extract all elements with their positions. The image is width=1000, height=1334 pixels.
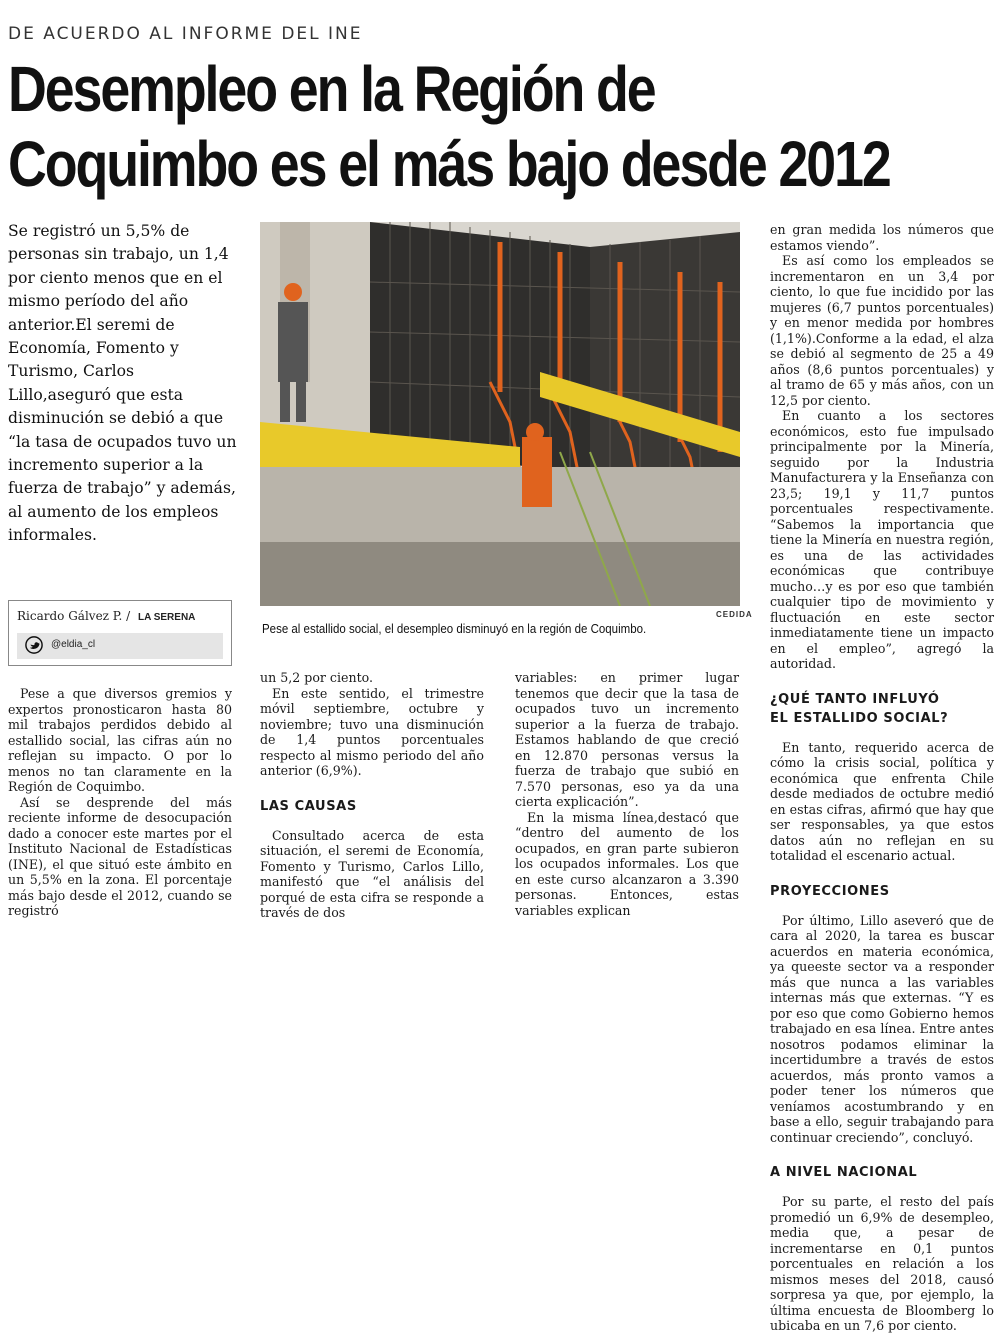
body-column-1 (8, 686, 232, 919)
body-column-2 (260, 670, 484, 921)
subheading-estallido-line-2: EL ESTALLIDO SOCIAL? (770, 710, 949, 726)
body-paragraph: En cuanto a los sectores económicos, esto fue impulsado principalmente por la Minería, seguido por la Industria Manufacturera y la Enseñanza con 23,5; 19,1 y 11,7 puntos porcentuales respectivamente. “Sabemos la importancia que tiene la Minería en nuestra región, es una de las actividades económicas que contribuye mucho…y es por eso que también cualquier tipo de movimiento y fluctuación en este sector inmediatamente tiene un impacto en el empleo”, agregó la autoridad. (770, 408, 994, 671)
headline (8, 52, 890, 202)
body-paragraph: variables: en primer lugar tenemos que decir que la tasa de ocupados tuvo un incremento superior a la fuerza de trabajo. Estamos hablando de que creció en 12.870 personas versus la fuerza de trabajo que subió en 7.570 personas, eso ya da una cierta explicación”. (515, 670, 739, 809)
body-paragraph: En tanto, requerido acerca de cómo la crisis social, política y económica que enfrenta Chile desde mediados de octubre medió en estas cifras, afirmó que hay que ser responsables, ya que estos datos aún no reflejan en su totalidad el escenario actual. (770, 739, 994, 863)
body-paragraph: En la misma línea,destacó que “dentro del aumento de los ocupados, en gran parte subieron los ocupados informales. Los que en este curso alcanzaron a 3.390 personas. Entonces, estas variables explican (515, 809, 739, 918)
body-paragraph: Es así como los empleados se incrementaron en un 3,4 por ciento, lo que fue incidido por las mujeres (6,7 puntos porcentuales) y en menor medida por hombres (1,1%).Conforme a la edad, el alza se debió al segmento de 25 a 49 años (8,6 puntos porcentuales) y al tramo de 65 y más años, con un 12,5 por ciento. (770, 253, 994, 408)
subheading-a-nivel-nacional: A NIVEL NACIONAL (770, 1165, 918, 1180)
body-paragraph: En este sentido, el trimestre móvil septiembre, octubre y noviembre; tuvo una disminución de 1,4 puntos porcentuales respecto al mismo periodo del año anterior (6,9%). (260, 685, 484, 778)
body-paragraph: Así se desprende del más reciente informe de desocupación dado a conocer este martes por el Instituto Nacional de Estadísticas (INE), el que situó este ámbito en un 5,5% en la zona. El porcentaje más bajo desde el 2012, cuando se registró (8, 794, 232, 918)
byline-author: Ricardo Gálvez P. (17, 609, 123, 623)
twitter-handle[interactable]: @eldia_cl (51, 639, 96, 650)
subheading-proyecciones: PROYECCIONES (770, 883, 890, 899)
byline-social-bar (17, 633, 223, 659)
subheading-estallido-line-1: ¿QUÉ TANTO INFLUYÓ (770, 691, 940, 707)
kicker: DE ACUERDO AL INFORME DEL INE (8, 24, 363, 44)
twitter-bird-icon[interactable] (25, 636, 43, 654)
photo-credit: CEDIDA (716, 610, 753, 619)
body-paragraph: en gran medida los números que estamos viendo”. (770, 222, 994, 253)
subheading-estallido-social (770, 690, 994, 728)
headline-line-2: Coquimbo es el más bajo desde 2012 (8, 128, 890, 200)
photo-caption: Pese al estallido social, el desempleo disminuyó en la región de Coquimbo. (262, 622, 647, 636)
byline-separator: / (126, 609, 131, 623)
body-paragraph: un 5,2 por ciento. (260, 670, 373, 685)
byline-author-line (17, 609, 195, 623)
construction-photo-graphic (260, 222, 740, 606)
body-paragraph: Pese a que diversos gremios y expertos pronosticaron hasta 80 mil trabajos perdidos debido al estallido social, las cifras aún no reflejan su impacto. O por lo menos no tan claramente en la Región de Coquimbo. (8, 686, 232, 794)
headline-line-1: Desempleo en la Región de (8, 53, 655, 125)
byline-box (8, 600, 232, 666)
body-column-4 (770, 222, 994, 1334)
body-paragraph: Por su parte, el resto del país promedió un 6,9% de desempleo, media que, a pesar de incrementarse en 0,1 puntos porcentuales en relación a los mismos meses del 2018, causó sorpresa ya que, por ejemplo, la última encuesta de Bloomberg lo ubicaba en un 7,6 por ciento. (770, 1194, 994, 1333)
lead-paragraph: Se registró un 5,5% de personas sin trabajo, un 1,4 por ciento menos que en el mismo período del año anterior.El seremi de Economía, Fomento y Turismo, Carlos Lillo,aseguró que esta disminución se debió a que “la tasa de ocupados tuvo un incremento superior a la fuerza de trabajo” y además, al aumento de los empleos informales. (8, 222, 237, 545)
body-paragraph: Por último, Lillo aseveró que de cara al 2020, la tarea es buscar acuerdos en materia económica, ya queeste sector va a responder más que nunca a las variables internas más que externas. “Y es por eso que como Gobierno hemos trabajado en esa línea. Entre antes nosotros podamos eliminar la incertidumbre a través de estos acuerdos, más pronto vamos a poder tener los números que veníamos acostumbrando y en base a ello, seguir trabajando para continuar creciendo”, concluyó. (770, 912, 994, 1145)
construction-photo (260, 222, 740, 606)
subheading-las-causas: LAS CAUSAS (260, 798, 357, 814)
body-paragraph: Consultado acerca de esta situación, el seremi de Economía, Fomento y Turismo, Carlos Lillo, manifestó que “el análisis del porqué de esta cifra se responde a través de dos (260, 827, 484, 920)
byline-city: LA SERENA (137, 612, 196, 623)
body-column-3 (515, 670, 739, 918)
